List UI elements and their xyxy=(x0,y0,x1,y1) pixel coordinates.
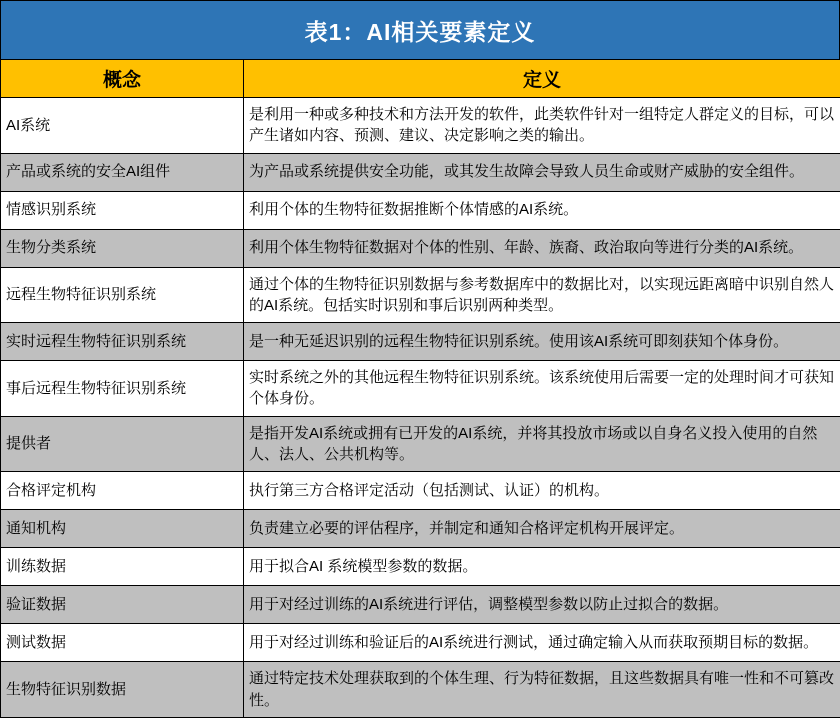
definition-cell: 用于对经过训练的AI系统进行评估，调整模型参数以防止过拟合的数据。 xyxy=(244,586,840,624)
definition-cell: 负责建立必要的评估程序，并制定和通知合格评定机构开展评定。 xyxy=(244,510,840,548)
definition-cell: 为产品或系统提供安全功能，或其发生故障会导致人员生命或财产威胁的安全组件。 xyxy=(244,153,840,191)
definition-column-header: 定义 xyxy=(244,60,840,98)
table-row xyxy=(1,416,840,472)
concept-cell: 远程生物特征识别系统 xyxy=(1,267,244,323)
definition-cell: 是指开发AI系统或拥有已开发的AI系统，并将其投放市场或以自身名义投入使用的自然人、法人、公共机构等。 xyxy=(244,416,840,472)
concept-cell: 生物分类系统 xyxy=(1,229,244,267)
table-row xyxy=(1,472,840,510)
definition-cell: 利用个体生物特征数据对个体的性别、年龄、族裔、政治取向等进行分类的AI系统。 xyxy=(244,229,840,267)
concept-cell: 情感识别系统 xyxy=(1,191,244,229)
header-row xyxy=(1,60,840,98)
concept-cell: 实时远程生物特征识别系统 xyxy=(1,323,244,361)
concept-cell: 产品或系统的安全AI组件 xyxy=(1,153,244,191)
definition-cell: 用于对经过训练和验证后的AI系统进行测试，通过确定输入从而获取预期目标的数据。 xyxy=(244,624,840,662)
table-row xyxy=(1,323,840,361)
concept-cell: 验证数据 xyxy=(1,586,244,624)
table-row xyxy=(1,361,840,417)
table-row xyxy=(1,586,840,624)
table-row xyxy=(1,624,840,662)
definition-cell: 是利用一种或多种技术和方法开发的软件，此类软件针对一组特定人群定义的目标，可以产生诸如内容、预测、建议、决定影响之类的输出。 xyxy=(244,98,840,154)
concept-column-header: 概念 xyxy=(1,60,244,98)
definition-cell: 通过个体的生物特征识别数据与参考数据库中的数据比对，以实现远距离暗中识别自然人的AI系统。包括实时识别和事后识别两种类型。 xyxy=(244,267,840,323)
definition-cell: 是一种无延迟识别的远程生物特征识别系统。使用该AI系统可即刻获知个体身份。 xyxy=(244,323,840,361)
concept-cell: 事后远程生物特征识别系统 xyxy=(1,361,244,417)
table-row xyxy=(1,267,840,323)
table-row xyxy=(1,153,840,191)
concept-cell: 提供者 xyxy=(1,416,244,472)
table-row xyxy=(1,510,840,548)
concept-cell: AI系统 xyxy=(1,98,244,154)
definition-table xyxy=(0,59,840,718)
concept-cell: 通知机构 xyxy=(1,510,244,548)
table-row xyxy=(1,662,840,718)
definition-cell: 通过特定技术处理获取到的个体生理、行为特征数据，且这些数据具有唯一性和不可篡改性。 xyxy=(244,662,840,718)
concept-cell: 合格评定机构 xyxy=(1,472,244,510)
table-row xyxy=(1,98,840,154)
concept-cell: 测试数据 xyxy=(1,624,244,662)
concept-cell: 训练数据 xyxy=(1,548,244,586)
concept-cell: 生物特征识别数据 xyxy=(1,662,244,718)
page-title: 表1：AI相关要素定义 xyxy=(305,14,536,47)
table-row xyxy=(1,229,840,267)
table-row xyxy=(1,191,840,229)
definition-cell: 用于拟合AI 系统模型参数的数据。 xyxy=(244,548,840,586)
table-title-banner xyxy=(0,0,840,60)
definition-cell: 实时系统之外的其他远程生物特征识别系统。该系统使用后需要一定的处理时间才可获知个体身份。 xyxy=(244,361,840,417)
definition-cell: 执行第三方合格评定活动（包括测试、认证）的机构。 xyxy=(244,472,840,510)
table-row xyxy=(1,548,840,586)
definition-cell: 利用个体的生物特征数据推断个体情感的AI系统。 xyxy=(244,191,840,229)
